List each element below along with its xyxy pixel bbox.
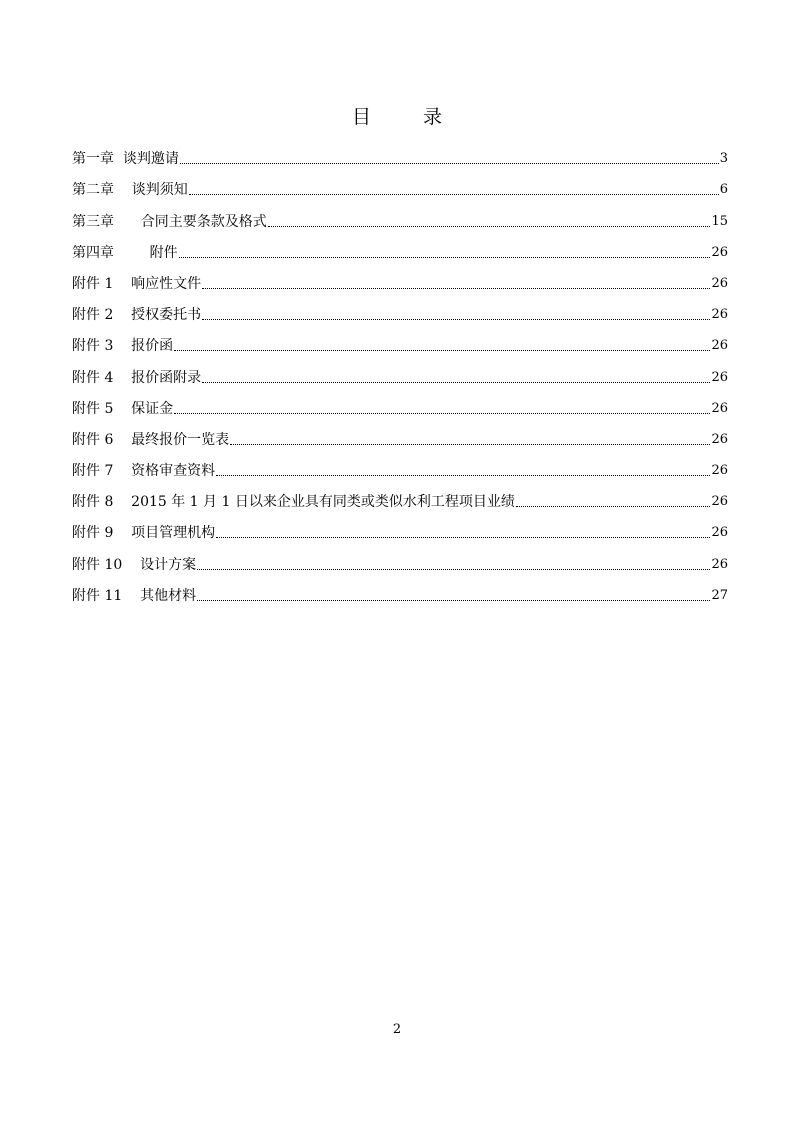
page-number: 2 <box>392 1022 402 1037</box>
toc-entry-page: 26 <box>711 369 728 385</box>
toc-dot-leader <box>216 474 710 476</box>
toc-entry-page: 26 <box>711 463 728 479</box>
toc-entry-label: 第三章 合同主要条款及格式 <box>72 213 267 230</box>
toc-entry-page: 26 <box>711 525 728 541</box>
toc-dot-leader <box>174 349 710 351</box>
toc-title-char-2: 录 <box>423 106 443 128</box>
toc-entry-page: 26 <box>711 431 728 447</box>
toc-entry-appendix-10[interactable] <box>72 542 728 573</box>
toc-dot-leader <box>174 412 710 414</box>
toc-dot-leader <box>202 318 710 320</box>
toc-entry-appendix-7[interactable] <box>72 449 728 480</box>
table-of-contents <box>72 137 728 605</box>
toc-entry-page: 26 <box>711 494 728 510</box>
toc-title-char-1: 目 <box>351 106 371 128</box>
toc-entry-label: 附件 9 项目管理机构 <box>72 525 216 542</box>
toc-entry-appendix-3[interactable] <box>72 324 728 355</box>
toc-dot-leader <box>202 381 710 383</box>
toc-entry-label: 附件 7 资格审查资料 <box>72 463 216 480</box>
toc-dot-leader <box>516 505 711 507</box>
toc-entry-page: 26 <box>711 244 728 260</box>
toc-entry-page: 6 <box>719 182 728 198</box>
toc-entry-chapter-3[interactable] <box>72 199 728 230</box>
toc-entry-appendix-8[interactable] <box>72 480 728 511</box>
toc-entry-label: 第一章 谈判邀请 <box>72 151 179 168</box>
toc-entry-page: 26 <box>711 338 728 354</box>
toc-entry-page: 3 <box>719 151 728 167</box>
toc-entry-label: 第四章 附件 <box>72 244 178 261</box>
toc-entry-page: 27 <box>711 587 728 603</box>
toc-entry-label: 第二章 谈判须知 <box>72 182 188 199</box>
toc-entry-appendix-11[interactable] <box>72 574 728 605</box>
toc-dot-leader <box>202 287 710 289</box>
toc-entry-label: 附件 2 授权委托书 <box>72 307 202 324</box>
toc-entry-label: 附件 1 响应性文件 <box>72 275 202 292</box>
toc-title <box>0 104 794 130</box>
toc-entry-label: 附件 5 保证金 <box>72 400 174 417</box>
toc-entry-appendix-5[interactable] <box>72 387 728 418</box>
toc-dot-leader <box>268 225 711 227</box>
toc-entry-appendix-6[interactable] <box>72 418 728 449</box>
toc-entry-label: 附件 11 其他材料 <box>72 587 197 604</box>
toc-entry-appendix-4[interactable] <box>72 355 728 386</box>
toc-entry-label: 附件 3 报价函 <box>72 338 174 355</box>
toc-entry-label: 附件 4 报价函附录 <box>72 369 202 386</box>
toc-entry-chapter-1[interactable] <box>72 137 728 168</box>
toc-entry-label: 附件 6 最终报价一览表 <box>72 431 230 448</box>
toc-entry-page: 26 <box>711 400 728 416</box>
toc-entry-label: 附件 8 2015 年 1 月 1 日以来企业具有同类或类似水利工程项目业绩 <box>72 494 515 511</box>
toc-entry-appendix-2[interactable] <box>72 293 728 324</box>
toc-dot-leader <box>197 599 710 601</box>
toc-entry-label: 附件 10 设计方案 <box>72 556 197 573</box>
toc-dot-leader <box>230 443 710 445</box>
toc-entry-page: 26 <box>711 275 728 291</box>
toc-dot-leader <box>189 193 719 195</box>
toc-entry-page: 26 <box>711 556 728 572</box>
toc-entry-chapter-2[interactable] <box>72 168 728 199</box>
toc-entry-appendix-1[interactable] <box>72 262 728 293</box>
toc-dot-leader <box>197 568 710 570</box>
toc-entry-appendix-9[interactable] <box>72 511 728 542</box>
toc-dot-leader <box>216 536 710 538</box>
toc-entry-page: 26 <box>711 307 728 323</box>
toc-entry-page: 15 <box>711 213 728 229</box>
toc-entry-chapter-4[interactable] <box>72 231 728 262</box>
toc-dot-leader <box>179 256 711 258</box>
toc-dot-leader <box>180 162 719 164</box>
